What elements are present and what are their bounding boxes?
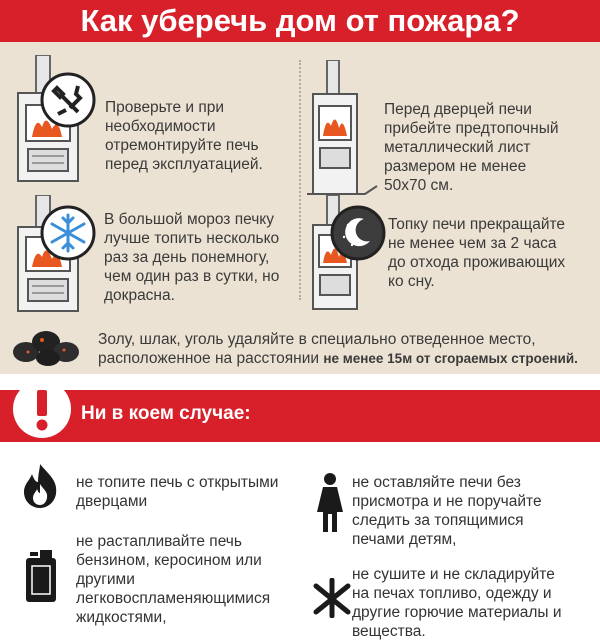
page-title: Как уберечь дом от пожара? [80,3,520,38]
warning-icon [13,380,71,438]
tip-repair: Проверьте и при необходимости отремонтируйте печь перед эксплуатацией. [105,99,263,173]
tip-stop-firing: Топку печи прекращайте не менее чем за 2 часа до отхода проживающих ко сну. [388,216,566,290]
coal-icon [8,322,86,368]
rule-flammable-liquids: не растапливайте печь бензином, керосином или другими легковоспламеняющимися жидкостями, [76,533,271,626]
tip-ash: Золу, шлак, уголь удаляйте в специально отведенное место, расположенное на расстоянии не менее 15м от сгораемых строений. [98,331,578,367]
fire-icon [18,462,62,510]
rule-open-doors: не топите печь с открытыми дверцами [76,474,279,510]
snowflake-icon [40,205,96,261]
warning-title: Ни в коем случае: [81,403,251,424]
tip-frost: В большой мороз печку лучше топить несколько раз за день понемногу, чем один раз в сутки, но докрасна. [104,211,280,304]
canister-icon [22,548,60,604]
tip-metal-sheet: Перед дверцей печи прибейте предтопочный металлический лист размером не менее 50х70 см. [384,101,559,194]
child-icon [315,472,345,534]
tools-icon [40,72,96,128]
rule-drying: не сушите и не складируйте на печах топливо, одежду и другие горючие материалы и вещества. [352,566,562,640]
moon-icon [330,205,386,261]
divider [299,60,301,300]
firewood-icon [312,578,352,618]
stove-with-sheet-icon [305,60,380,200]
rule-unattended: не оставляйте печи без присмотра и не поручайте следить за топящимися печами детям, [352,474,542,548]
